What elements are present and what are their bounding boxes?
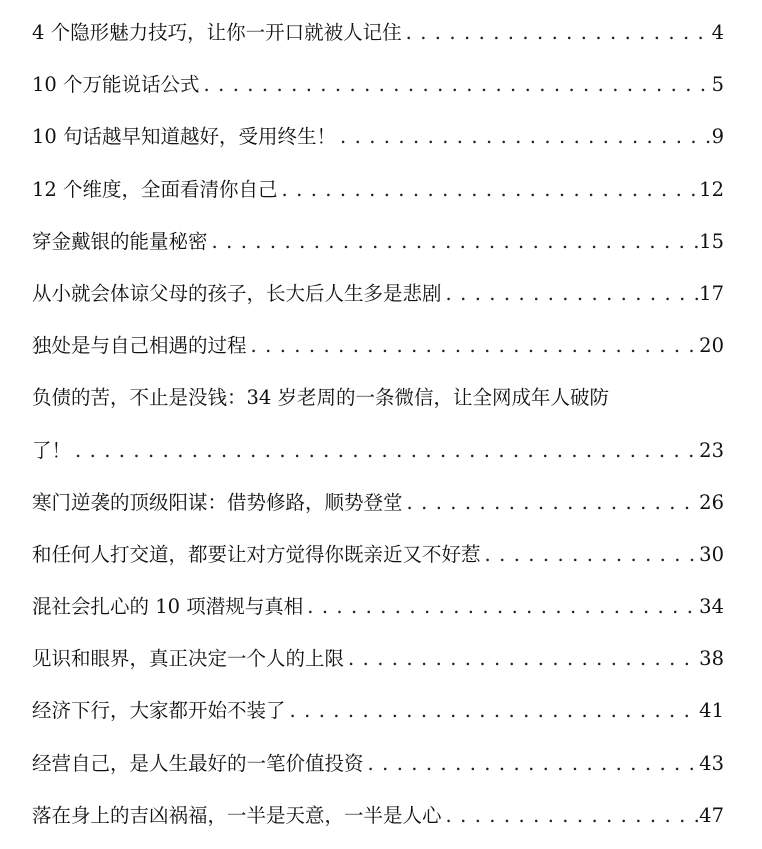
- dot-leader: [481, 536, 700, 574]
- toc-entry-title: 负债的苦，不止是没钱：34 岁老周的一条微信，让全网成年人破防: [32, 386, 610, 410]
- dot-leader: [336, 118, 710, 156]
- toc-entry-page: 41: [699, 699, 724, 723]
- toc-entry[interactable]: [32, 588, 724, 640]
- toc-entry[interactable]: [32, 66, 724, 118]
- dot-leader: [442, 275, 700, 313]
- toc-entry[interactable]: [32, 14, 724, 66]
- toc-entry[interactable]: [32, 745, 724, 797]
- toc-entry-page: 5: [711, 73, 724, 97]
- dot-leader: [247, 327, 700, 365]
- toc-entry-title: 独处是与自己相遇的过程: [32, 334, 247, 358]
- dot-leader: [286, 692, 700, 730]
- toc-entry-title: 穿金戴银的能量秘密: [32, 229, 208, 253]
- dot-leader: [278, 171, 700, 209]
- dot-leader: [303, 588, 699, 626]
- dot-leader: [442, 797, 700, 835]
- toc-entry[interactable]: [32, 379, 724, 483]
- toc-entry-title: 和任何人打交道，都要让对方觉得你既亲近又不好惹: [32, 542, 481, 566]
- toc-entry[interactable]: [32, 640, 724, 692]
- toc-entry-page: 23: [699, 438, 724, 462]
- toc-entry-page: 20: [699, 334, 724, 358]
- toc-entry-page: 43: [699, 751, 724, 775]
- toc-entry[interactable]: [32, 171, 724, 223]
- toc-entry[interactable]: [32, 223, 724, 275]
- toc-entry-page: 17: [699, 281, 724, 305]
- toc-line: [32, 640, 724, 692]
- dot-leader: [403, 484, 700, 522]
- toc-entry-page: 4: [711, 21, 724, 44]
- toc-entry[interactable]: [32, 536, 724, 588]
- toc-line: [32, 588, 724, 640]
- toc-entry-title: 经济下行，大家都开始不装了: [32, 699, 286, 723]
- toc-line: [32, 797, 724, 849]
- toc-entry[interactable]: [32, 692, 724, 744]
- toc-line: [32, 745, 724, 797]
- toc-entry-title-continued: 了！: [32, 438, 72, 462]
- toc-entry-page: 30: [699, 542, 724, 566]
- toc-line: [32, 66, 724, 118]
- toc-entry-page: 9: [711, 125, 724, 149]
- table-of-contents: [32, 14, 724, 849]
- toc-entry[interactable]: [32, 797, 724, 849]
- toc-entry-page: 38: [699, 647, 724, 671]
- dot-leader: [71, 432, 699, 470]
- toc-line: [32, 379, 724, 431]
- dot-leader: [402, 14, 710, 52]
- toc-entry-page: 12: [699, 177, 724, 201]
- toc-entry[interactable]: [32, 118, 724, 170]
- toc-line: [32, 223, 724, 275]
- toc-entry[interactable]: [32, 275, 724, 327]
- toc-entry-page: 26: [699, 490, 724, 514]
- toc-line: [32, 432, 724, 484]
- toc-line: [32, 171, 724, 223]
- toc-entry[interactable]: [32, 327, 724, 379]
- toc-entry-title: 10 句话越早知道越好，受用终生！: [32, 125, 337, 149]
- toc-entry-page: 15: [699, 229, 724, 253]
- toc-entry[interactable]: [32, 484, 724, 536]
- toc-line: [32, 14, 724, 66]
- toc-line: [32, 118, 724, 170]
- toc-entry-title: 落在身上的吉凶祸福，一半是天意，一半是人心: [32, 803, 442, 827]
- toc-line: [32, 327, 724, 379]
- dot-leader: [364, 745, 700, 783]
- toc-line: [32, 275, 724, 327]
- toc-entry-title: 从小就会体谅父母的孩子，长大后人生多是悲剧: [32, 281, 442, 305]
- dot-leader: [200, 66, 710, 104]
- toc-entry-title: 混社会扎心的 10 项潜规与真相: [32, 595, 304, 619]
- toc-line: [32, 692, 724, 744]
- toc-entry-title: 寒门逆袭的顶级阳谋：借势修路，顺势登堂: [32, 490, 403, 514]
- toc-entry-title: 经营自己，是人生最好的一笔价值投资: [32, 751, 364, 775]
- dot-leader: [344, 640, 699, 678]
- toc-entry-page: 34: [699, 595, 724, 619]
- dot-leader: [208, 223, 700, 261]
- toc-entry-page: 47: [699, 803, 724, 827]
- toc-line: [32, 484, 724, 536]
- toc-entry-title: 4 个隐形魅力技巧，让你一开口就被人记住: [32, 21, 402, 44]
- toc-entry-title: 10 个万能说话公式: [32, 73, 200, 97]
- toc-entry-title: 见识和眼界，真正决定一个人的上限: [32, 647, 345, 671]
- toc-line: [32, 536, 724, 588]
- toc-entry-title: 12 个维度，全面看清你自己: [32, 177, 278, 201]
